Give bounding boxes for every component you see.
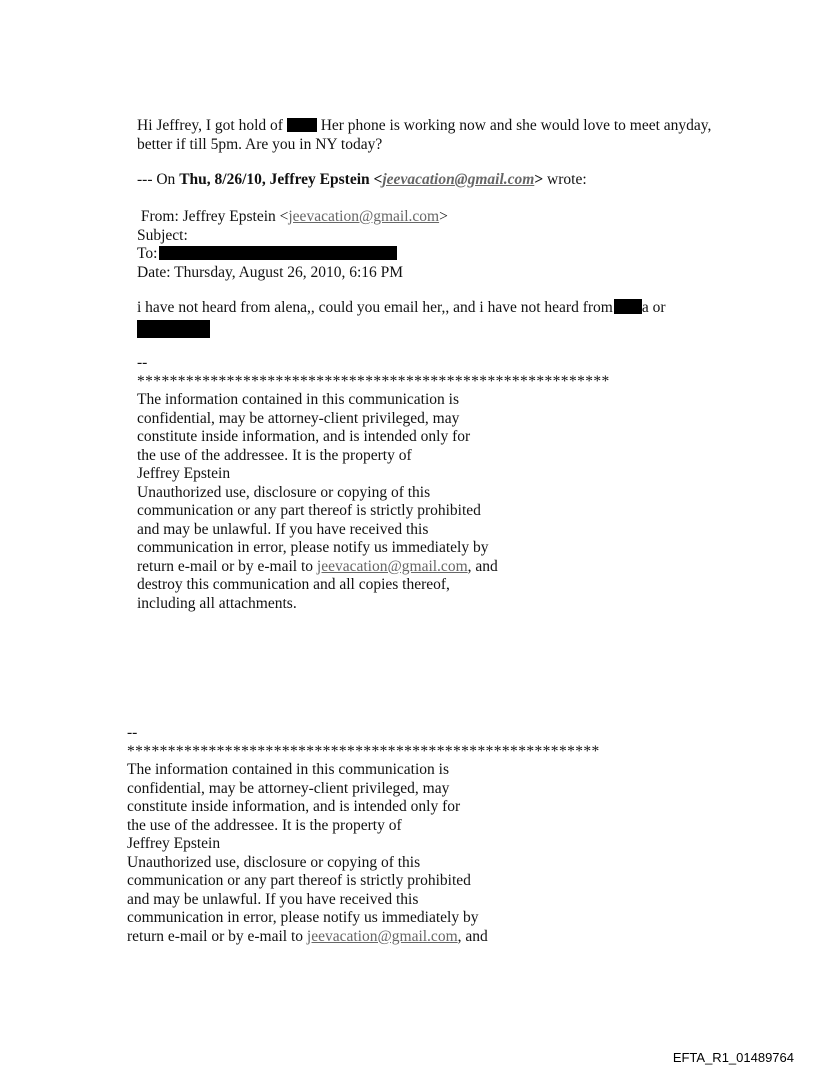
to-line: To: bbox=[137, 245, 448, 264]
from-email-link[interactable]: jeevacation@gmail.com bbox=[288, 208, 440, 225]
reply-line-1: Hi Jeffrey, I got hold of Her phone is working now and she would love to meet anyday, bbox=[137, 117, 712, 134]
disclaimer-email-link[interactable]: jeevacation@gmail.com bbox=[316, 557, 468, 575]
bates-number: EFTA_R1_01489764 bbox=[672, 1050, 794, 1065]
subject-line: Subject: bbox=[137, 226, 188, 244]
reply-text bbox=[137, 117, 711, 154]
date-line: Date: Thursday, August 26, 2010, 6:16 PM bbox=[137, 263, 404, 281]
disclaimer-2: -- ********************************************************** The information contained in this communication is confidential, may be attorney-client privileged, may constitute inside information, and is intended only for the use of the addressee. It is the property of Jeffrey Epstein Unauthorized use, disclosure or copying of this communication or any part thereof is strictly prohibited and may be unlawful. If you have received this communication in error, please notify us immediately by return e-mail or by e-mail to jeevacation@gmail.com, and bbox=[127, 724, 600, 945]
original-headers bbox=[137, 208, 448, 282]
disclaimer-email-link[interactable]: jeevacation@gmail.com bbox=[306, 927, 458, 945]
redaction-box bbox=[614, 299, 642, 314]
disclaimer-1: -- ********************************************************** The information contained in this communication is confidential, may be attorney-client privileged, may constitute inside information, and is intended only for the use of the addressee. It is the property of Jeffrey Epstein Unauthorized use, disclosure or copying of this communication or any part thereof is strictly prohibited and may be unlawful. If you have received this communication in error, please notify us immediately by return e-mail or by e-mail to jeevacation@gmail.com, and destroy this communication and all copies thereof, including all attachments. bbox=[137, 354, 610, 612]
signature-dashes: -- bbox=[137, 354, 148, 371]
quote-header: --- On Thu, 8/26/10, Jeffrey Epstein <jeevacation@gmail.com> wrote: bbox=[137, 171, 587, 188]
redaction-box bbox=[159, 246, 397, 260]
original-body: i have not heard from alena,, could you email her,, and i have not heard from a or bbox=[137, 299, 666, 336]
redaction-box bbox=[137, 320, 210, 338]
reply-line-2: better if till 5pm. Are you in NY today? bbox=[137, 135, 383, 153]
redaction-box bbox=[287, 118, 317, 132]
from-line: From: Jeffrey Epstein <jeevacation@gmail.com> bbox=[140, 208, 448, 225]
quote-email-link[interactable]: jeevacation@gmail.com bbox=[382, 171, 535, 188]
signature-dashes: -- bbox=[127, 724, 138, 741]
stars-divider: ********************************************************** bbox=[127, 742, 600, 760]
stars-divider: ********************************************************** bbox=[137, 372, 610, 390]
